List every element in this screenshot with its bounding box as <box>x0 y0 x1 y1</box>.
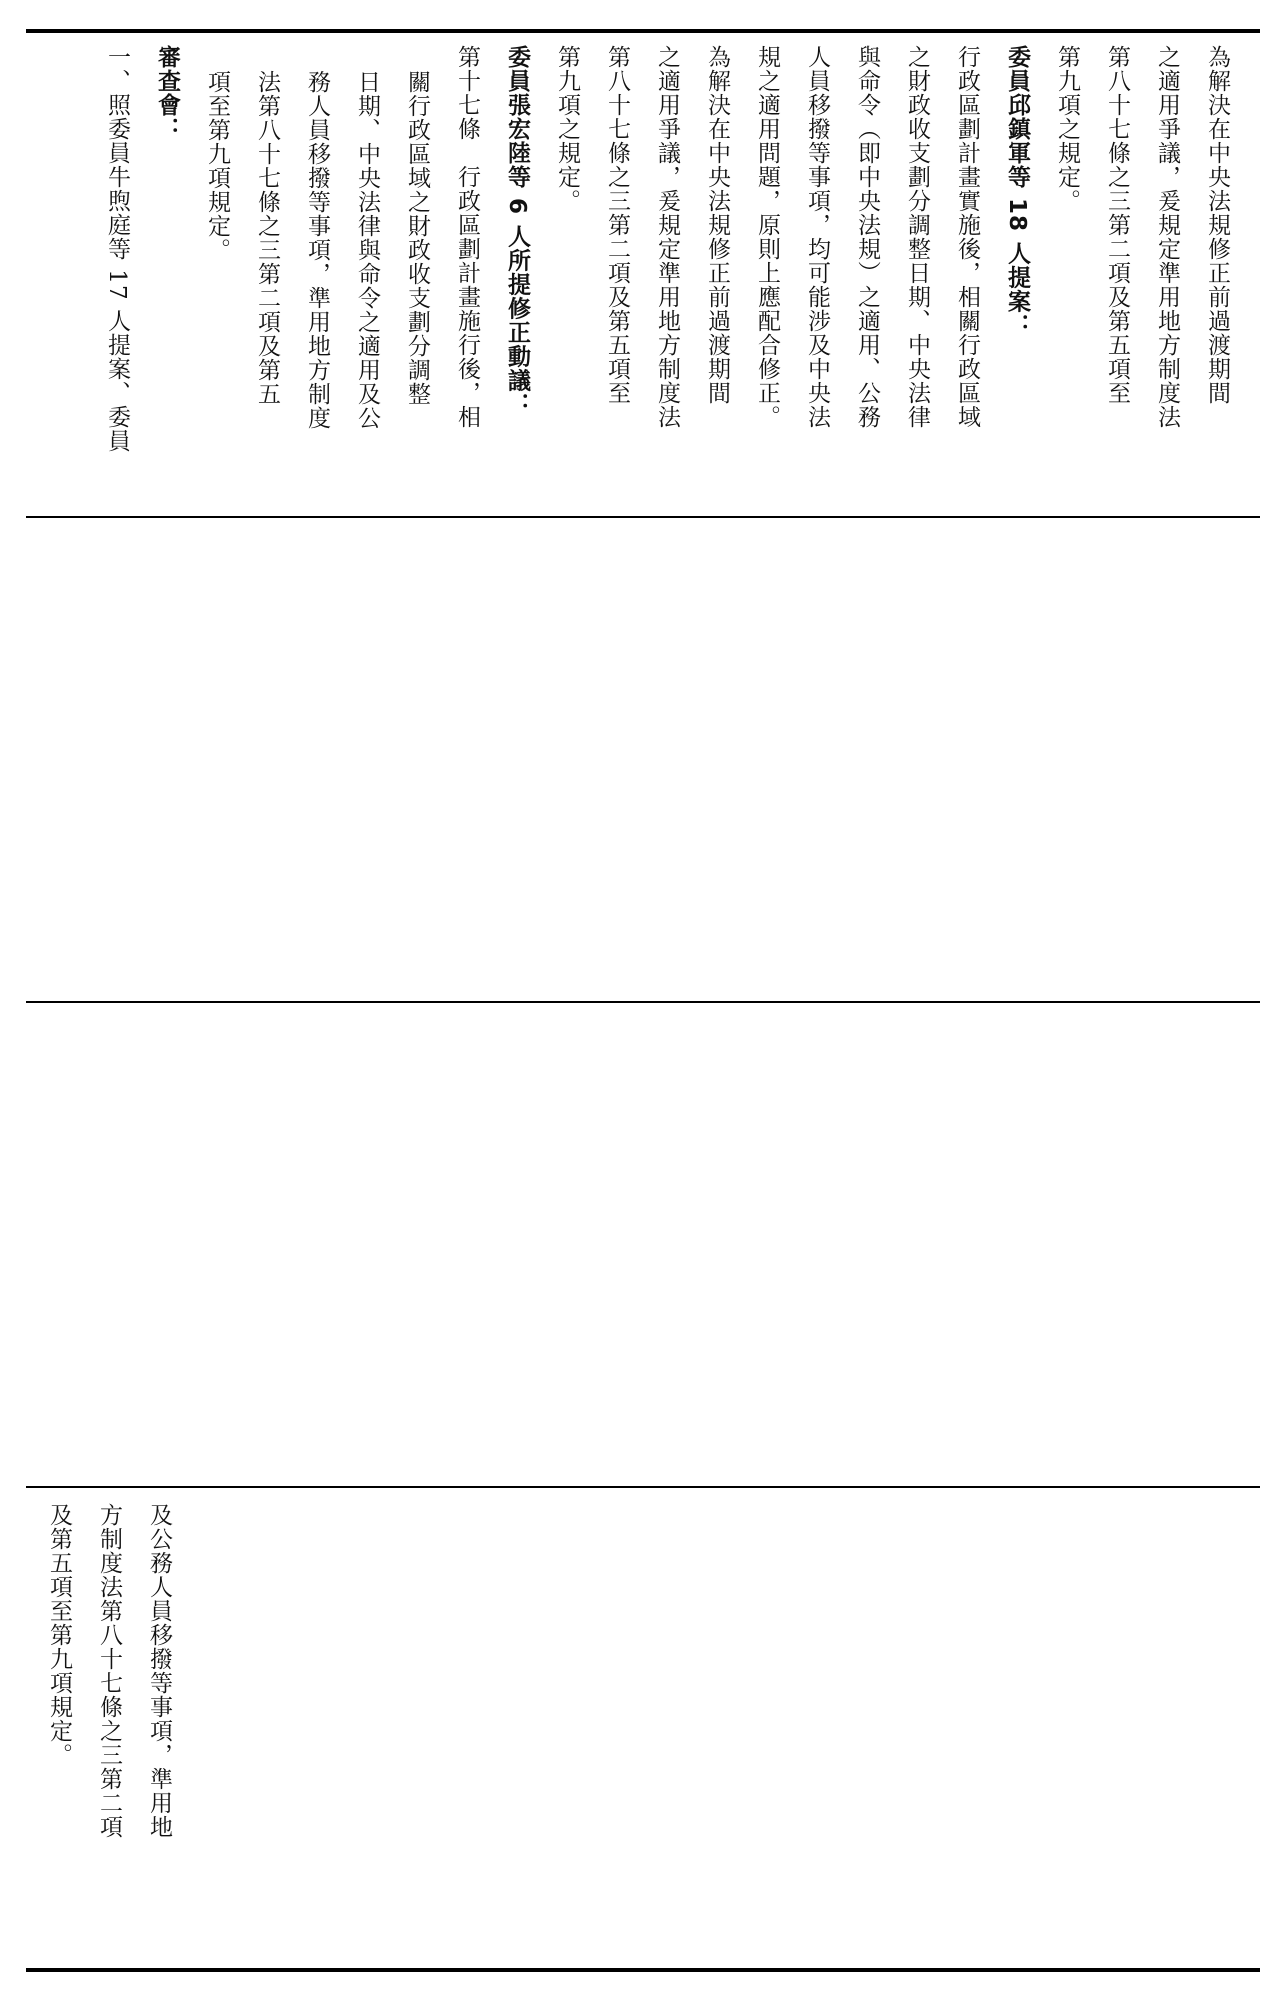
text-line: 第九項之規定。 <box>554 45 580 213</box>
text-line: 日期、中央法律與命令之適用及公 <box>354 70 380 431</box>
motion-heading: 委員張宏陸等 6 人所提修正動議： <box>504 45 530 417</box>
bottom-rule <box>26 1968 1260 1972</box>
panel-3 <box>26 1003 1260 1481</box>
text-line: 行政區劃計畫實施後，相關行政區域 <box>954 45 980 429</box>
review-heading: 審查會： <box>154 45 180 141</box>
text-line: 一、照委員牛煦庭等 17 人提案、委員 <box>104 45 130 453</box>
text-line: 關行政區域之財政收支劃分調整 <box>404 70 430 407</box>
text-line: 之適用爭議，爰規定準用地方制度法 <box>654 45 680 429</box>
text-line: 第八十七條之三第二項及第五項至 <box>1104 45 1130 405</box>
panel-4 <box>26 1489 1260 1967</box>
text-line: 與命令（即中央法規）之適用、公務 <box>854 45 880 429</box>
text-line: 第八十七條之三第二項及第五項至 <box>604 45 630 405</box>
proposal-heading: 委員邱鎮軍等 18 人提案： <box>1004 45 1030 338</box>
text-line: 規之適用問題，原則上應配合修正。 <box>754 45 780 429</box>
panel-1 <box>26 33 1260 513</box>
text-line: 項至第九項規定。 <box>204 70 230 263</box>
text-line: 之財政收支劃分調整日期、中央法律 <box>904 45 930 429</box>
text-line: 方制度法第八十七條之三第二項 <box>96 1503 122 1839</box>
text-line: 第十七條 行政區劃計畫施行後，相 <box>454 45 480 429</box>
text-line: 為解決在中央法規修正前過渡期間 <box>704 45 730 405</box>
panel-4-text <box>34 1503 184 1963</box>
panel-1-text <box>92 45 1242 513</box>
text-line: 之適用爭議，爰規定準用地方制度法 <box>1154 45 1180 429</box>
text-line: 為解決在中央法規修正前過渡期間 <box>1204 45 1230 405</box>
divider-3 <box>26 1486 1260 1488</box>
text-line: 務人員移撥等事項，準用地方制度 <box>304 70 330 431</box>
text-line: 人員移撥等事項，均可能涉及中央法 <box>804 45 830 429</box>
panel-2 <box>26 518 1260 996</box>
text-line: 及第五項至第九項規定。 <box>46 1503 72 1767</box>
text-line: 及公務人員移撥等事項，準用地 <box>146 1503 172 1839</box>
text-line: 第九項之規定。 <box>1054 45 1080 213</box>
text-line: 法第八十七條之三第二項及第五 <box>254 70 280 407</box>
